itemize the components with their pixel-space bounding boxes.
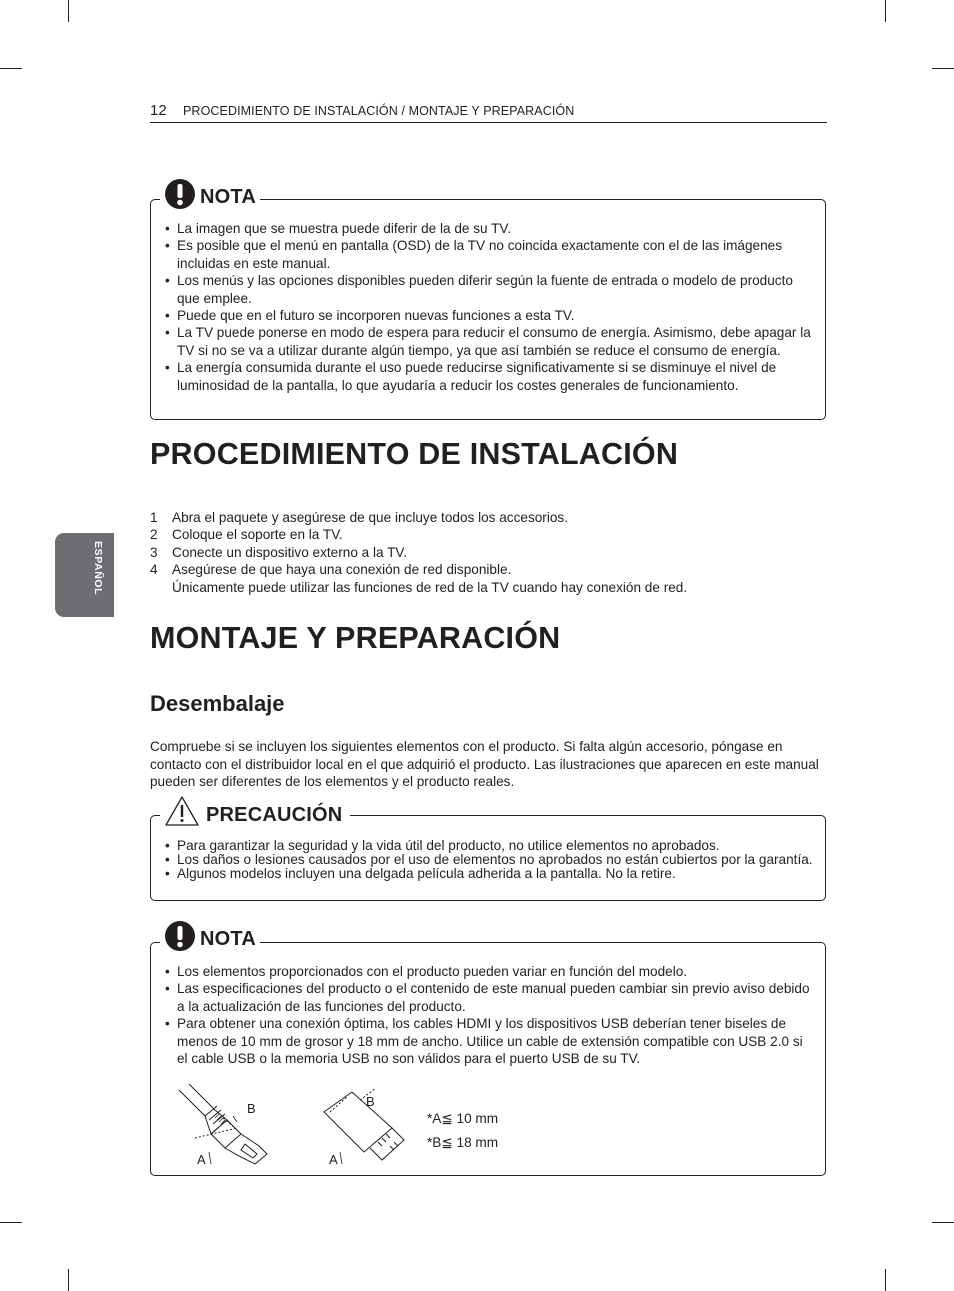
dimension-label-a: A xyxy=(197,1152,206,1167)
note-label: NOTA xyxy=(200,928,256,950)
list-item: • La imagen que se muestra puede diferir de la de su TV. xyxy=(165,220,813,237)
running-header xyxy=(150,102,827,123)
crop-mark xyxy=(885,0,886,22)
crop-mark xyxy=(932,68,954,69)
section-title-installation: PROCEDIMIENTO DE INSTALACIÓN xyxy=(150,437,679,471)
exclamation-icon xyxy=(164,178,196,210)
note-header xyxy=(160,176,260,210)
section-title-assembly: MONTAJE Y PREPARACIÓN xyxy=(150,621,561,655)
crop-mark xyxy=(68,1269,69,1291)
list-item: • Para garantizar la seguridad y la vida útil del producto, no utilice elementos no aprobados. xyxy=(165,839,813,853)
dimension-label-b: B xyxy=(366,1094,375,1109)
list-item: • Los daños o lesiones causados por el uso de elementos no aprobados no están cubiertos por la garantía. xyxy=(165,853,813,867)
caution-list xyxy=(165,839,813,881)
list-item: 1 Abra el paquete y asegúrese de que incluye todos los accesorios. xyxy=(150,510,568,525)
spec-b: *B≦ 18 mm xyxy=(427,1135,499,1150)
caution-box xyxy=(150,815,826,901)
list-item: 2 Coloque el soporte en la TV. xyxy=(150,527,343,543)
subsection-title: Desembalaje xyxy=(150,691,285,716)
crop-mark xyxy=(68,0,69,22)
language-tab-label: ESPAÑOL xyxy=(92,541,104,596)
list-item: • Para obtener una conexión óptima, los cables HDMI y los dispositivos USB deberían tener biseles de menos de 10 mm de grosor y 18 mm de ancho. Utilice un cable de extensión compatible con USB 2.0 si el cable USB o la memoria USB no son válidos para el puerto USB de su TV. xyxy=(165,1015,813,1067)
list-item: • Los elementos proporcionados con el producto pueden variar en función del modelo. xyxy=(165,963,813,980)
dimension-label-b: B xyxy=(247,1101,256,1116)
note-list xyxy=(165,220,813,394)
list-item: • La energía consumida durante el uso puede reducirse significativamente si se disminuye el nivel de luminosidad de la pantalla, lo que ayudaría a reducir los costes generales de funcionamiento. xyxy=(165,359,813,394)
list-item: 4 Asegúrese de que haya una conexión de red disponible. Únicamente puede utilizar las funciones de red de la TV cuando hay conexión de red. xyxy=(150,562,688,595)
spec-a: *A≦ 10 mm xyxy=(427,1111,499,1126)
crop-mark xyxy=(885,1269,886,1291)
list-item: • Puede que en el futuro se incorporen nuevas funciones a esta TV. xyxy=(165,307,813,324)
caution-header xyxy=(160,791,350,827)
installation-steps xyxy=(150,509,687,596)
list-item: • Las especificaciones del producto o el contenido de este manual pueden cambiar sin previo aviso debido a la actualización de las funciones del producto. xyxy=(165,980,813,1015)
list-item: • Algunos modelos incluyen una delgada película adherida a la pantalla. No la retire. xyxy=(165,867,813,881)
crop-mark xyxy=(0,1222,22,1223)
note-label: NOTA xyxy=(200,186,256,208)
caution-label: PRECAUCIÓN xyxy=(206,804,343,826)
list-item: • Los menús y las opciones disponibles pueden diferir según la fuente de entrada o modelo de producto que emplee. xyxy=(165,272,813,307)
note-list xyxy=(165,963,813,1067)
list-item: • Es posible que el menú en pantalla (OSD) de la TV no coincida exactamente con el de las imágenes incluidas en este manual. xyxy=(165,237,813,272)
exclamation-icon xyxy=(164,920,196,952)
usb-stick-figure xyxy=(320,1082,420,1172)
list-item: • La TV puede ponerse en modo de espera para reducir el consumo de energía. Asimismo, debe apagar la TV si no se va a utilizar durante algún tiempo, ya que así también se reduce el consumo de energía. xyxy=(165,324,813,359)
note-header xyxy=(160,918,260,952)
crop-mark xyxy=(932,1222,954,1223)
crop-mark xyxy=(0,68,22,69)
language-tab xyxy=(55,533,114,617)
page-number: 12 xyxy=(150,102,167,119)
note-box xyxy=(150,199,826,420)
intro-paragraph: Compruebe si se incluyen los siguientes elementos con el producto. Si falta algún accesorio, póngase en contacto con el distribuidor local en el que adquirió el producto. Las ilustraciones que aparecen en este manual pueden ser diferentes de los elementos y el producto reales. xyxy=(150,739,819,790)
running-title: PROCEDIMIENTO DE INSTALACIÓN / MONTAJE Y PREPARACIÓN xyxy=(183,104,575,118)
warning-triangle-icon xyxy=(164,795,200,827)
list-item: 3 Conecte un dispositivo externo a la TV. xyxy=(150,544,408,560)
hdmi-connector-figure xyxy=(175,1082,295,1172)
dimension-label-a: A xyxy=(329,1152,338,1167)
